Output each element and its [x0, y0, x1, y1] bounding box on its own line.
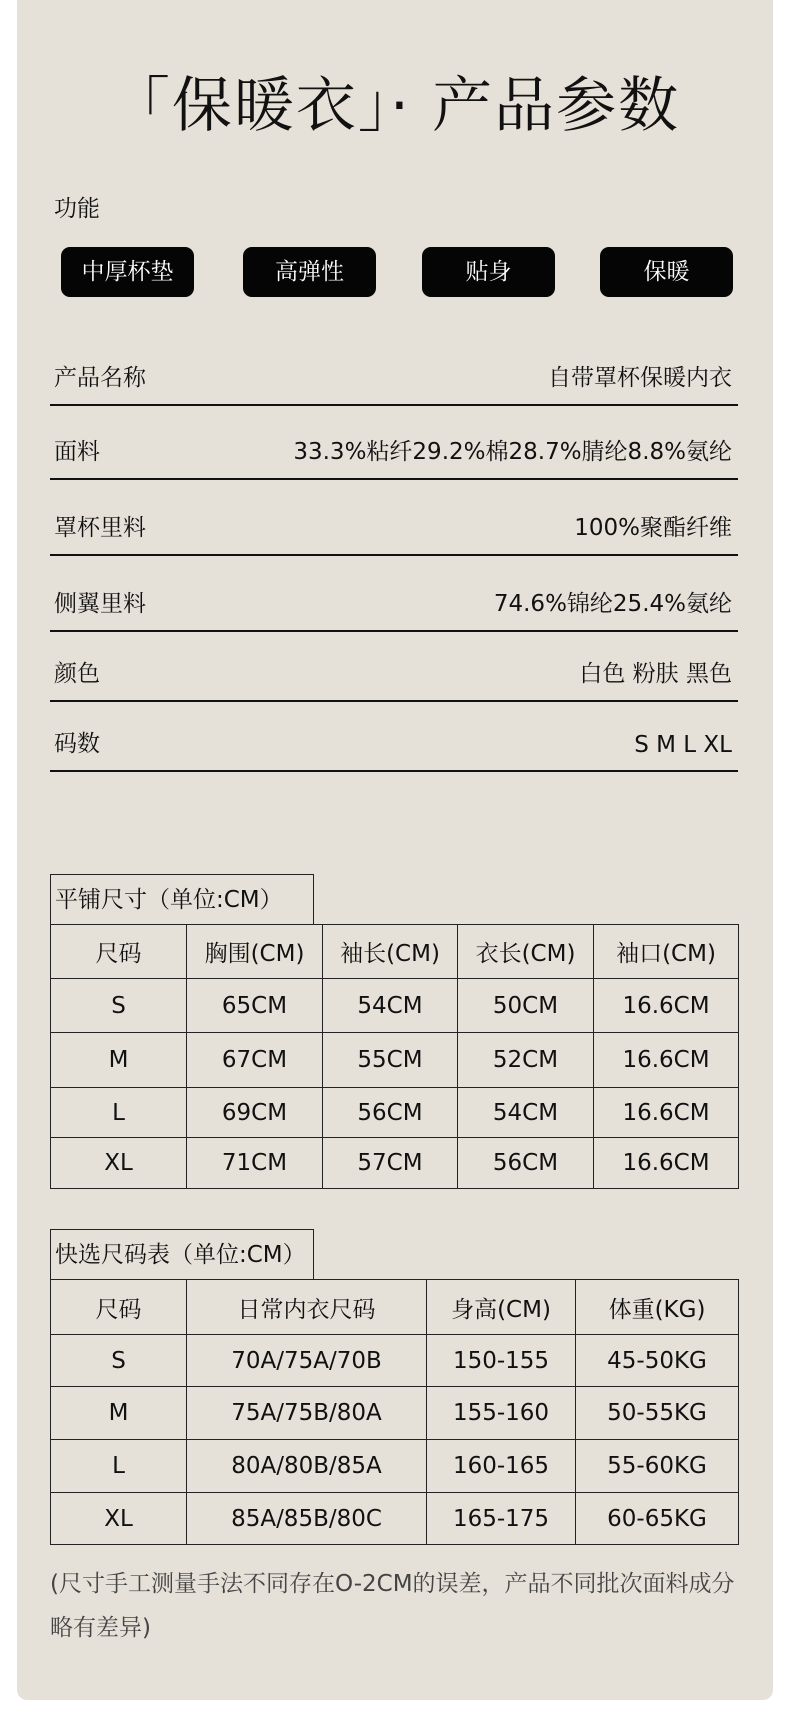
param-row [50, 480, 738, 556]
table-header-row [51, 925, 739, 979]
table-cell: 165-175 [427, 1493, 576, 1545]
param-value: 自带罩杯保暖内衣 [548, 365, 732, 391]
function-tags [0, 247, 790, 297]
table-cell: 16.6CM [594, 979, 739, 1033]
table-header-cell: 日常内衣尺码 [187, 1280, 427, 1335]
table-cell: 54CM [458, 1088, 594, 1138]
quick-size-table [50, 1279, 739, 1545]
table-header-cell: 袖长(CM) [323, 925, 458, 979]
table-cell: 55-60KG [576, 1440, 739, 1493]
table-cell: 50CM [458, 979, 594, 1033]
function-tag: 贴身 [422, 247, 555, 297]
table-cell: 16.6CM [594, 1033, 739, 1088]
param-key: 罩杯里料 [54, 515, 146, 541]
table-cell: 56CM [458, 1138, 594, 1189]
param-row [50, 702, 738, 772]
table-cell: 75A/75B/80A [187, 1387, 427, 1440]
table-cell: XL [51, 1138, 187, 1189]
table-cell: 50-55KG [576, 1387, 739, 1440]
table-row [51, 1138, 739, 1189]
table-cell: 85A/85B/80C [187, 1493, 427, 1545]
table-cell: 56CM [323, 1088, 458, 1138]
param-row [50, 632, 738, 702]
table-cell: 80A/80B/85A [187, 1440, 427, 1493]
table-header-cell: 尺码 [51, 1280, 187, 1335]
table-cell: 16.6CM [594, 1138, 739, 1189]
param-row [50, 406, 738, 480]
table-header-cell: 衣长(CM) [458, 925, 594, 979]
table-row [51, 1335, 739, 1387]
flat-size-table [50, 924, 739, 1189]
table-cell: XL [51, 1493, 187, 1545]
table-cell: 71CM [187, 1138, 323, 1189]
param-row [50, 340, 738, 406]
table-cell: 155-160 [427, 1387, 576, 1440]
function-tag: 保暖 [600, 247, 733, 297]
function-label: 功能 [54, 196, 100, 222]
table-cell: 69CM [187, 1088, 323, 1138]
measurement-note: (尺寸手工测量手法不同存在O-2CM的误差，产品不同批次面料成分略有差异) [50, 1571, 735, 1641]
table-cell: S [51, 1335, 187, 1387]
table-cell: 16.6CM [594, 1088, 739, 1138]
table-cell: L [51, 1088, 187, 1138]
table-cell: 60-65KG [576, 1493, 739, 1545]
param-value: 33.3%粘纤29.2%棉28.7%腈纶8.8%氨纶 [293, 439, 732, 465]
param-key: 产品名称 [54, 365, 146, 391]
function-tag: 高弹性 [243, 247, 376, 297]
table-cell: 160-165 [427, 1440, 576, 1493]
param-value: 74.6%锦纶25.4%氨纶 [493, 591, 732, 617]
table-cell: 45-50KG [576, 1335, 739, 1387]
table-row [51, 1493, 739, 1545]
param-key: 码数 [54, 731, 100, 757]
table-row [51, 979, 739, 1033]
param-value: S M L XL [634, 732, 732, 758]
table-cell: 54CM [323, 979, 458, 1033]
table-header-cell: 袖口(CM) [594, 925, 739, 979]
param-key: 颜色 [54, 661, 100, 687]
param-key: 面料 [54, 439, 100, 465]
table-cell: 67CM [187, 1033, 323, 1088]
table-row [51, 1033, 739, 1088]
quick-size-caption: 快选尺码表（单位:CM） [50, 1229, 314, 1279]
table-cell: L [51, 1440, 187, 1493]
table-row [51, 1088, 739, 1138]
table-header-cell: 尺码 [51, 925, 187, 979]
table-cell: 52CM [458, 1033, 594, 1088]
param-value: 白色 粉肤 黑色 [579, 661, 732, 687]
param-row [50, 556, 738, 632]
table-cell: 55CM [323, 1033, 458, 1088]
table-cell: 150-155 [427, 1335, 576, 1387]
table-cell: M [51, 1033, 187, 1088]
param-key: 侧翼里料 [54, 591, 146, 617]
table-row [51, 1387, 739, 1440]
table-header-row [51, 1280, 739, 1335]
table-header-cell: 体重(KG) [576, 1280, 739, 1335]
table-cell: M [51, 1387, 187, 1440]
table-cell: 65CM [187, 979, 323, 1033]
table-header-cell: 胸围(CM) [187, 925, 323, 979]
flat-size-caption: 平铺尺寸（单位:CM） [50, 874, 314, 924]
page-title: 「保暖衣」· 产品参数 [109, 71, 681, 141]
param-value: 100%聚酯纤维 [574, 515, 732, 541]
table-cell: S [51, 979, 187, 1033]
table-cell: 57CM [323, 1138, 458, 1189]
table-header-cell: 身高(CM) [427, 1280, 576, 1335]
table-cell: 70A/75A/70B [187, 1335, 427, 1387]
table-row [51, 1440, 739, 1493]
function-tag: 中厚杯垫 [61, 247, 194, 297]
